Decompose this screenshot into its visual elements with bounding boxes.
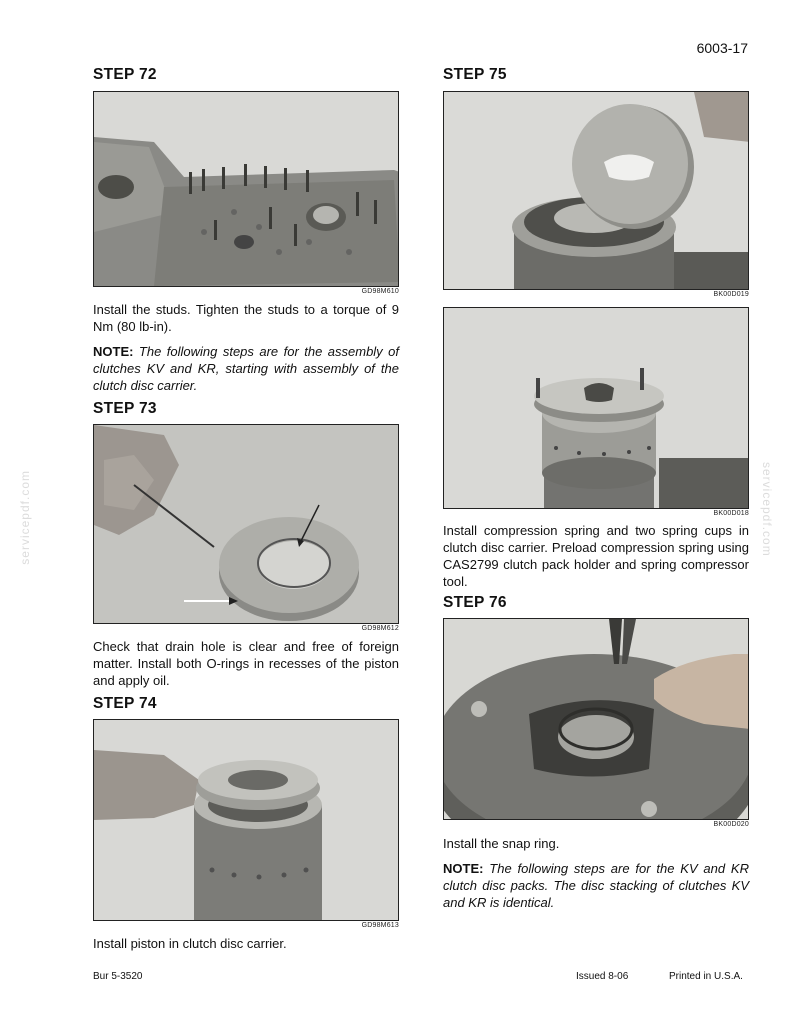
step-72-section [93, 66, 399, 394]
step-75-text: Install compression spring and two spring cups in clutch disc carrier. Preload compression spring using CAS2799 clutch pack holder and spring compressor tool. [443, 523, 749, 589]
step-75-photo-2 [443, 307, 749, 509]
step-74-image-code: GD98M613 [361, 922, 399, 929]
note-label: NOTE: [93, 344, 134, 359]
step-75-image-code-1: BK00D019 [713, 291, 749, 298]
step-72-text: Install the studs. Tighten the studs to a torque of 9 Nm (80 lb-in). [93, 302, 399, 334]
step-76-note-text: The following steps are for the KV and KR clutch disc packs. The disc stacking of clutches KV and KR is identical. [443, 861, 749, 910]
footer-issued: Issued 8-06 [576, 971, 629, 982]
step-76-section [443, 594, 749, 911]
note-label: NOTE: [443, 861, 484, 876]
step-72-title: STEP 72 [93, 66, 157, 83]
watermark-right: servicepdf.com [760, 462, 774, 557]
step-73-text: Check that drain hole is clear and free of foreign matter. Install both O-rings in recesses of the piston and apply oil. [93, 639, 399, 688]
step-74-title: STEP 74 [93, 695, 157, 712]
step-73-photo [93, 424, 399, 624]
step-72-image-code: GD98M610 [361, 288, 399, 295]
step-73-image-code: GD98M612 [361, 625, 399, 632]
step-76-image-code: BK00D020 [713, 821, 749, 828]
step-75-image-code-2: BK00D018 [713, 510, 749, 517]
footer-document-id: Bur 5-3520 [93, 971, 143, 982]
step-76-title: STEP 76 [443, 594, 507, 611]
step-76-note [443, 860, 749, 911]
step-76-photo [443, 618, 749, 820]
step-74-photo [93, 719, 399, 921]
step-74-section [93, 695, 399, 952]
step-73-title: STEP 73 [93, 400, 157, 417]
footer-printed: Printed in U.S.A. [669, 971, 743, 982]
step-76-text: Install the snap ring. [443, 836, 560, 851]
step-75-section [443, 66, 749, 590]
step-74-text: Install piston in clutch disc carrier. [93, 936, 287, 951]
step-73-section [93, 400, 399, 689]
step-72-photo [93, 91, 399, 287]
page-number: 6003-17 [696, 40, 748, 56]
step-72-note-text: The following steps are for the assembly of clutches KV and KR, starting with assembly of the clutch disc carrier. [93, 344, 399, 393]
step-75-photo-1 [443, 91, 749, 290]
step-72-note [93, 343, 399, 394]
watermark-left: servicepdf.com [18, 470, 32, 565]
step-75-title: STEP 75 [443, 66, 507, 83]
